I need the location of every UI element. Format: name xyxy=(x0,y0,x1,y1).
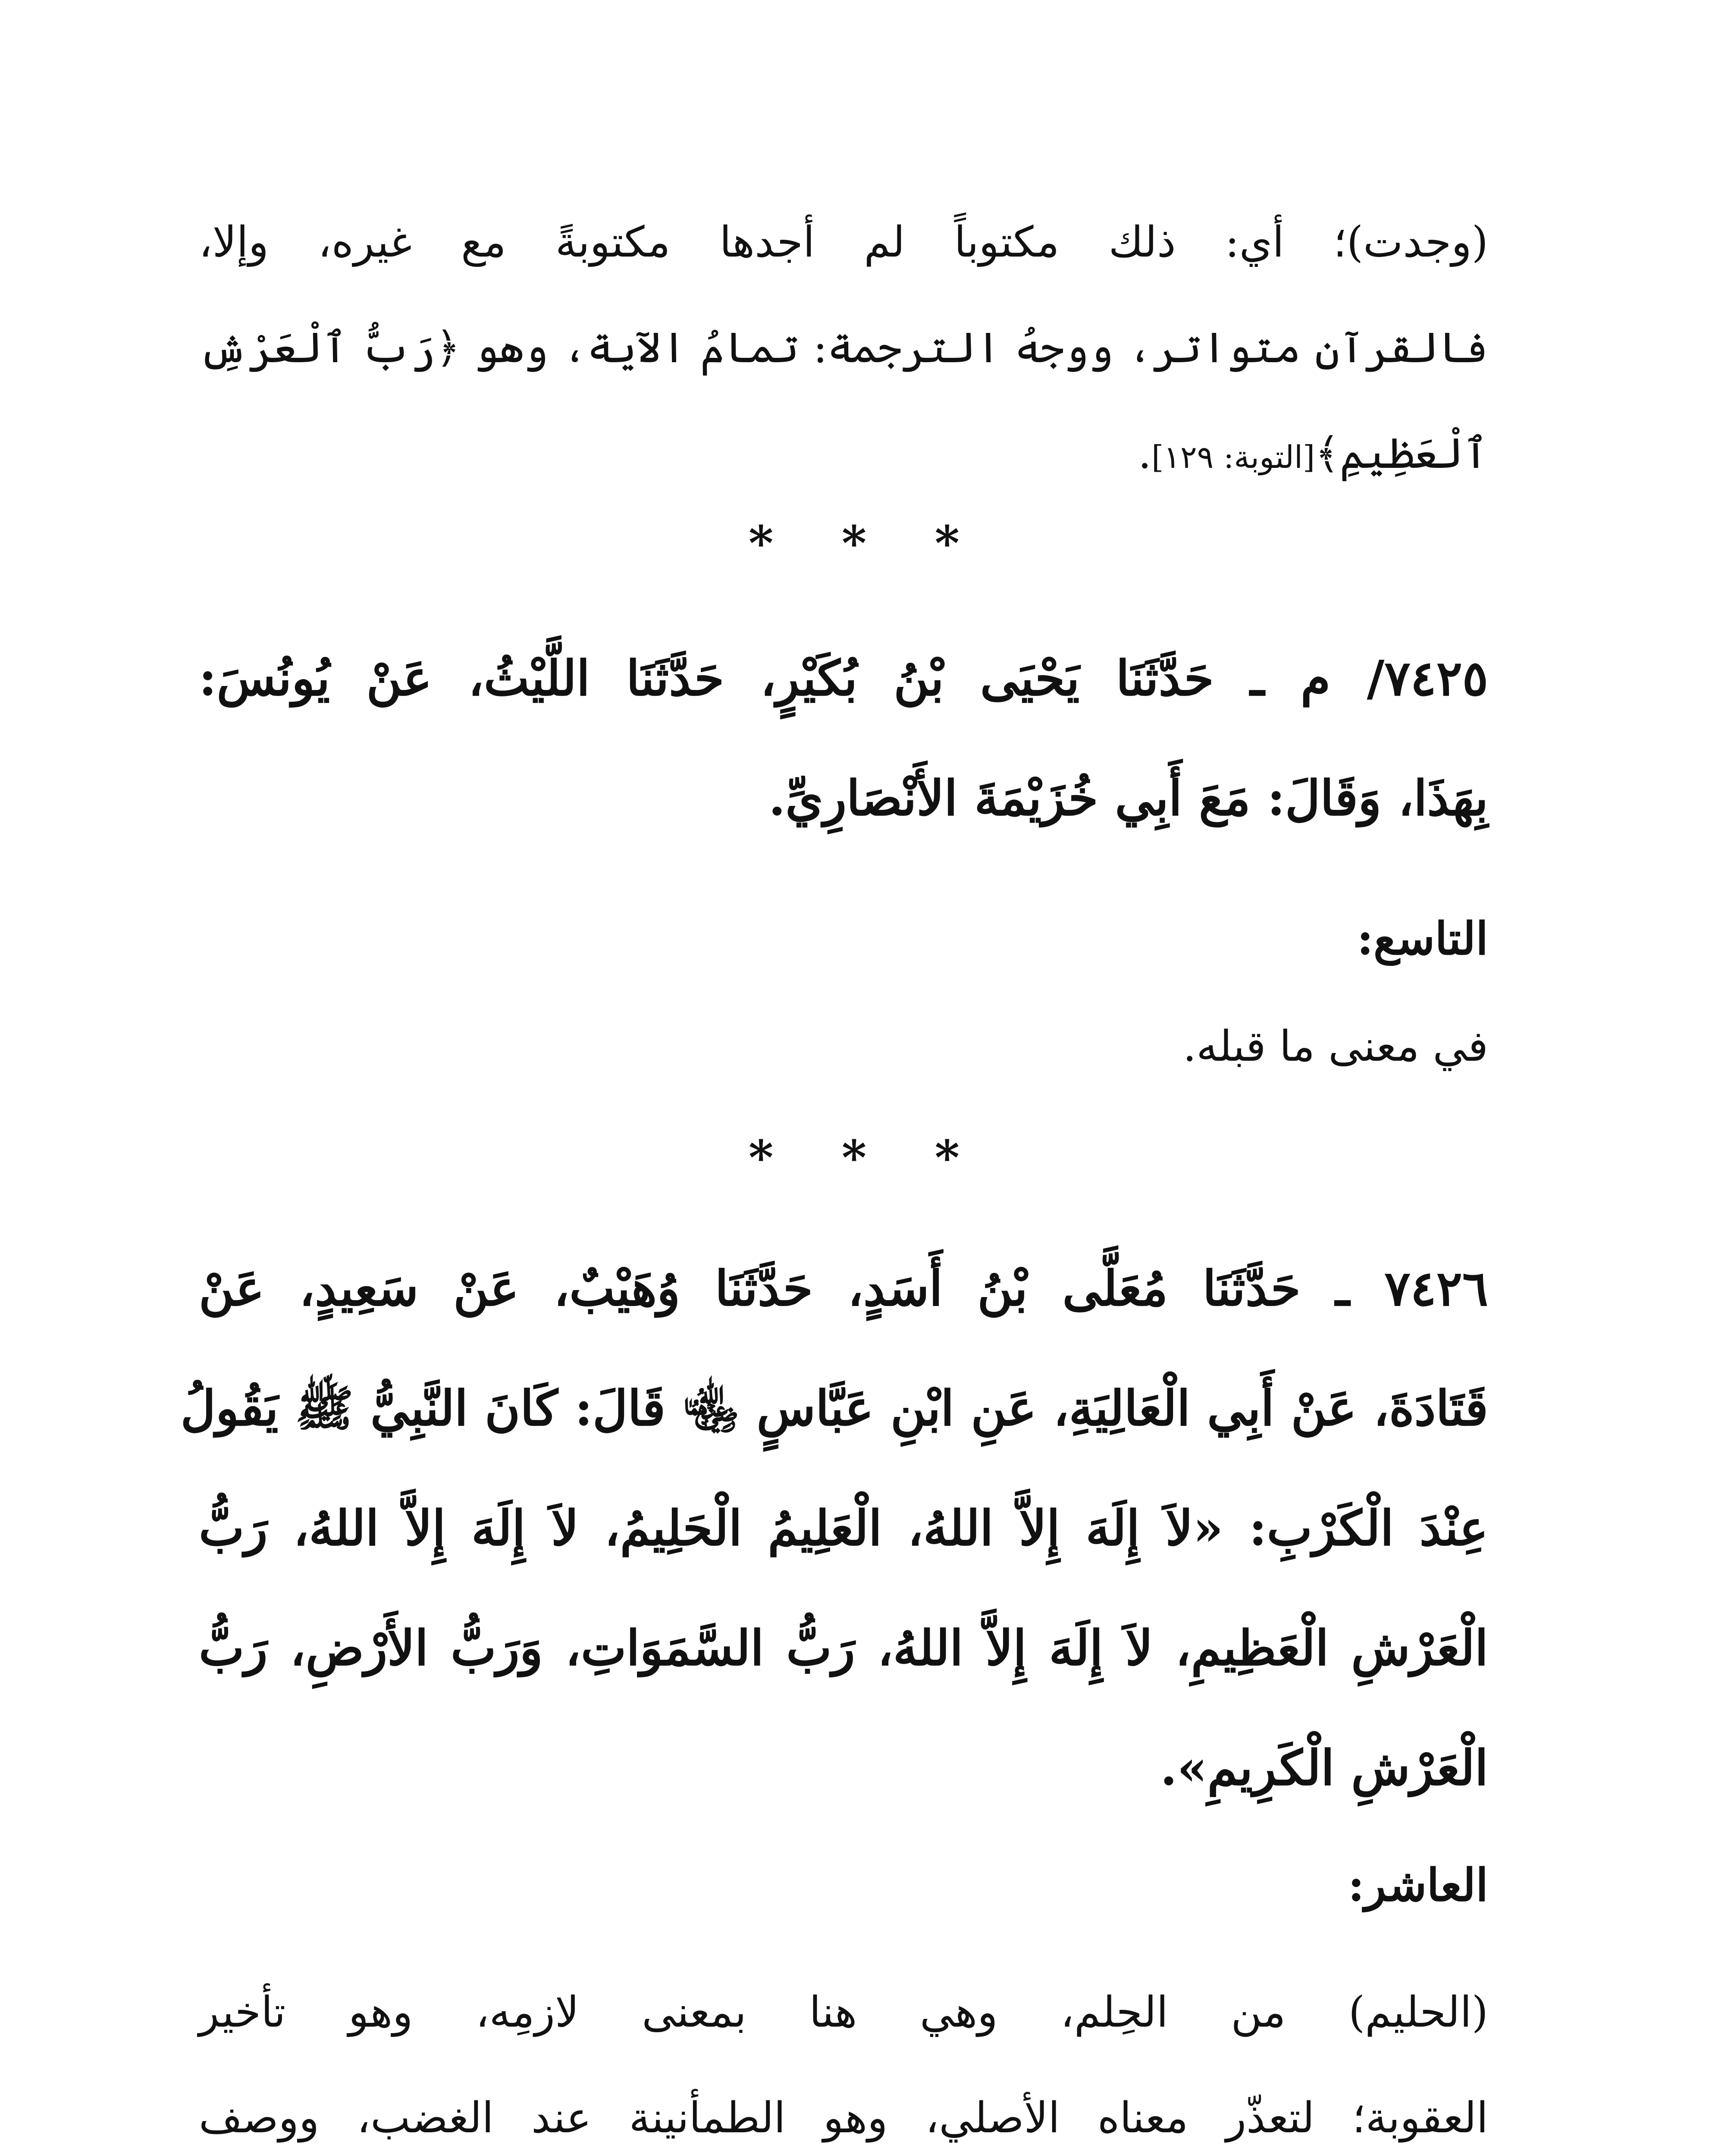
section-separator: * * * xyxy=(748,515,986,571)
section-separator: * * * xyxy=(748,1130,986,1185)
commentary-line: (الحليم) من الحِلم، وهي هنا بمعنى لازمِه، وهو تأخير xyxy=(199,1988,1488,2037)
hadith-7425 xyxy=(199,619,1488,859)
hadith-7426 xyxy=(180,1229,1488,1828)
quran-reference: [التوبة: ١٢٩] xyxy=(1151,439,1315,475)
commentary-line: فالقرآن متواتر، ووجهُ الترجمة: تمامُ الآية، وهو ﴿رَبُّ ٱلْعَرْشِ xyxy=(199,323,1488,373)
hadith-line: قَتَادَةَ، عَنْ أَبِي الْعَالِيَةِ، عَنِ ابْنِ عَبَّاسٍ ﵄ قَالَ: كَانَ النَّبِيُّ ﷺ يَقُولُ xyxy=(180,1380,1488,1437)
hadith-line: ٧٤٢٥/ م ـ حَدَّثَنَا يَحْيَى بْنُ بُكَيْرٍ، حَدَّثَنَا اللَّيْثُ، عَنْ يُونُسَ: xyxy=(199,650,1488,707)
commentary-line: العقوبة؛ لتعذّر معناه الأصلي، وهو الطمأنينة عند الغضب، ووصف xyxy=(199,2093,1488,2143)
tenth-commentary xyxy=(199,1960,1488,2156)
commentary-line: (وجدت)؛ أي: ذلك مكتوباً لم أجدها مكتوبةً مع غيره، وإلا، xyxy=(199,218,1488,267)
hadith-line: الْعَرْشِ الْعَظِيمِ، لاَ إِلَهَ إِلاَّ اللهُ، رَبُّ السَّمَوَاتِ، وَرَبُّ الأَرْضِ، رَبُّ xyxy=(199,1620,1488,1677)
commentary-top xyxy=(199,190,1488,510)
hadith-line: عِنْدَ الْكَرْبِ: «لاَ إِلَهَ إِلاَّ اللهُ، الْعَلِيمُ الْحَلِيمُ، لاَ إِلَهَ إِلاَّ اللهُ، رَبُّ xyxy=(199,1500,1488,1557)
section-heading-tenth: العاشر: xyxy=(1348,1858,1488,1912)
ninth-text: في معنى ما قبله. xyxy=(1183,1022,1488,1071)
full-stop: . xyxy=(1138,429,1152,478)
section-heading-ninth: التاسع: xyxy=(1357,912,1488,965)
hadith-line: بِهَذَا، وَقَالَ: مَعَ أَبِي خُزَيْمَةَ الأَنْصَارِيِّ. xyxy=(768,770,1488,827)
commentary-line-quran-ref xyxy=(199,401,1488,510)
hadith-line: ٧٤٢٦ ـ حَدَّثَنَا مُعَلَّى بْنُ أَسَدٍ، حَدَّثَنَا وُهَيْبٌ، عَنْ سَعِيدٍ، عَنْ xyxy=(199,1260,1488,1317)
quran-verse: ٱلْعَظِيمِ﴾ xyxy=(1315,429,1488,478)
hadith-line: الْعَرْشِ الْكَرِيمِ». xyxy=(1160,1740,1488,1796)
